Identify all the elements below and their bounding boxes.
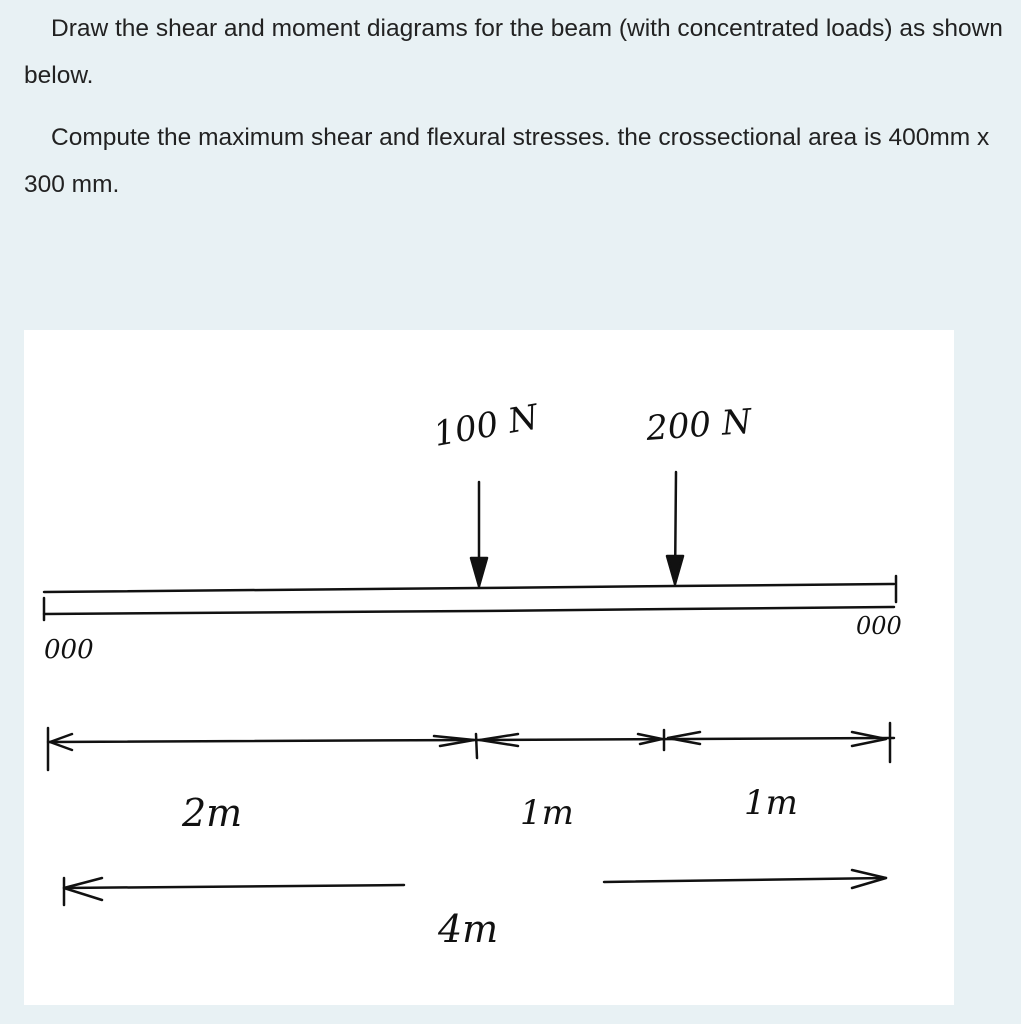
dim-label-2m: 2m	[182, 791, 243, 835]
dim-label-1m-a: 1m	[520, 793, 574, 833]
dim-label-1m-b: 1m	[744, 783, 798, 823]
load-label-100n: 100 N	[430, 397, 542, 455]
problem-text-2: Compute the maximum shear and flexural stresses. the crossectional area is 400mm x 300 mm.	[24, 124, 990, 198]
problem-text-1: Draw the shear and moment diagrams for the beam (with concentrated loads) as shown below.	[24, 15, 1003, 89]
total-arrow-right-line	[604, 878, 886, 882]
load-arrowhead-200n	[667, 556, 683, 584]
support-label-left: 000	[44, 635, 94, 665]
beam-bottom-edge	[44, 607, 894, 614]
total-span-label-4m: 4m	[438, 907, 499, 951]
beam-top-edge	[44, 584, 894, 592]
load-label-200n: 200 N	[644, 401, 753, 449]
total-arrow-left-line	[64, 885, 404, 888]
beam-figure	[24, 330, 954, 1005]
load-arrowhead-100n	[471, 558, 487, 586]
problem-statement-1	[24, 5, 1014, 99]
support-label-right: 000	[856, 612, 902, 640]
dim-tick-mid-1	[476, 734, 477, 758]
problem-statement-2	[24, 114, 1014, 208]
beam-diagram	[24, 330, 954, 1005]
